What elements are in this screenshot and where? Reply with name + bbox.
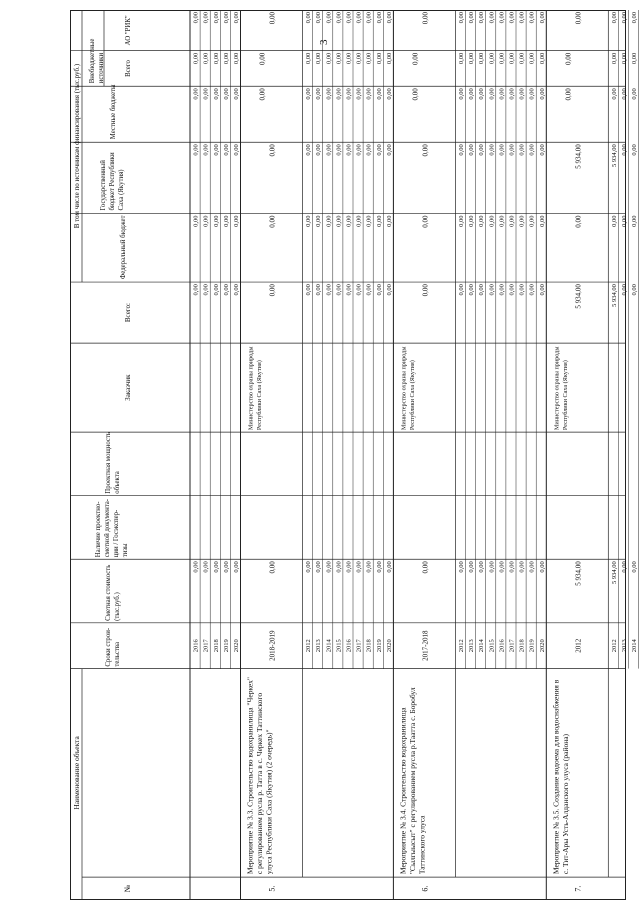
- project-7-customer: Министерство охраны природы Республики Саха (Якутия): [553, 346, 569, 431]
- project-6-row-state: 0,00: [468, 144, 476, 156]
- project-6-row-rhk: 0,00: [498, 12, 506, 24]
- top-row-state: 0,00: [233, 144, 240, 156]
- top-row-rhk: 0,00: [212, 12, 220, 24]
- project-7-row-local: 0,00: [621, 88, 628, 100]
- header-offbudget: Внебюджетные источники: [89, 38, 105, 84]
- project-7-total: 5 934,00: [574, 284, 583, 309]
- project-5-row-state: 0,00: [385, 144, 393, 156]
- project-6-row-offbudget: 0,00: [508, 52, 516, 65]
- project-6-row-total: 0,00: [518, 284, 526, 296]
- project-7-row-cost: 0,00: [621, 561, 628, 573]
- top-row-total: 0,00: [222, 284, 230, 296]
- project-7-federal: 0,00: [574, 215, 583, 228]
- project-5-row-total: 0,00: [375, 284, 383, 296]
- top-row-local: 0,00: [222, 88, 230, 100]
- project-5-cost: 0,00: [268, 561, 277, 574]
- project-7-local: 0,00: [564, 88, 573, 101]
- project-6-row-rhk: 0,00: [508, 12, 516, 24]
- project-6-total: 0,00: [421, 284, 430, 297]
- top-row-local: 0,00: [192, 88, 200, 100]
- project-5-row-local: 0,00: [325, 88, 333, 100]
- project-6-row-federal: 0,00: [498, 215, 506, 227]
- project-5-row-cost: 0,00: [305, 561, 313, 573]
- project-6-row-state: 0,00: [508, 144, 516, 156]
- project-6-row-cost: 0,00: [528, 561, 536, 573]
- header-federal: Федеральный бюджет: [120, 215, 127, 280]
- project-6-row-year: 2012: [458, 639, 465, 653]
- project-7-rhk: 0,00: [574, 12, 583, 25]
- project-5-row-rhk: 0,00: [345, 12, 353, 24]
- project-6-row-local: 0,00: [478, 88, 486, 100]
- project-5-row-federal: 0,00: [365, 215, 373, 227]
- project-6-row-rhk: 0,00: [528, 12, 536, 24]
- project-6-row-federal: 0,00: [508, 215, 516, 227]
- project-7-row-total: 5 934,00: [610, 284, 618, 307]
- project-5-row-offbudget: 0,00: [365, 52, 373, 65]
- project-7-row-total: 0,00: [631, 284, 639, 296]
- project-5-row-cost: 0,00: [365, 561, 373, 573]
- top-row-offbudget: 0,00: [192, 52, 200, 65]
- project-5-row-cost: 0,00: [345, 561, 353, 573]
- top-row-state: 0,00: [212, 144, 220, 156]
- top-row-cost: 0,00: [233, 561, 240, 573]
- project-7-row-rhk: 0,00: [621, 12, 628, 24]
- project-6-row-local: 0,00: [498, 88, 506, 100]
- project-5-customer: Министерство охраны природы Республики Саха (Якутия): [247, 346, 263, 431]
- project-7-row-local: 0,00: [631, 88, 639, 100]
- project-5-row-total: 0,00: [355, 284, 363, 296]
- project-6-row-cost: 0,00: [518, 561, 526, 573]
- project-7-row-cost: 5 934,00: [610, 561, 618, 585]
- project-5-row-rhk: 0,00: [375, 12, 383, 24]
- project-6-row-cost: 0,00: [508, 561, 516, 573]
- project-5-row-offbudget: 0,00: [335, 52, 343, 65]
- project-6-cost: 0,00: [421, 561, 430, 574]
- project-7-row-offbudget: 0,00: [631, 52, 639, 65]
- project-6-row-state: 0,00: [538, 144, 546, 156]
- top-row-total: 0,00: [233, 284, 240, 296]
- top-row-federal: 0,00: [233, 215, 240, 227]
- project-6-offbudget: 0,00: [411, 52, 420, 65]
- project-5-row-rhk: 0,00: [325, 12, 333, 24]
- project-6-row-total: 0,00: [468, 284, 476, 296]
- page-number: 3: [318, 39, 330, 45]
- header-local: Местные бюджеты: [110, 84, 117, 140]
- project-6-row-local: 0,00: [508, 88, 516, 100]
- project-7-row-rhk: 0,00: [610, 12, 618, 24]
- header-cost: Сметная стоимость (тыс.руб.): [105, 564, 121, 621]
- top-row-year: 2017: [202, 639, 210, 653]
- project-6-rhk: 0,00: [421, 12, 430, 25]
- project-5-term: 2018-2019: [268, 630, 277, 661]
- project-6-row-rhk: 0,00: [458, 12, 465, 24]
- project-5-row-state: 0,00: [325, 144, 333, 156]
- project-5-row-year: 2017: [355, 639, 363, 653]
- project-6-row-year: 2014: [478, 639, 486, 653]
- project-7-row-state: 0,00: [631, 144, 639, 156]
- top-row-total: 0,00: [202, 284, 210, 296]
- project-5-row-year: 2013: [315, 639, 323, 653]
- project-5-row-total: 0,00: [385, 284, 393, 296]
- project-6-row-local: 0,00: [468, 88, 476, 100]
- top-row-rhk: 0,00: [202, 12, 210, 24]
- project-5-row-federal: 0,00: [345, 215, 353, 227]
- project-7-row-state: 5 934,00: [610, 144, 618, 167]
- project-5-row-local: 0,00: [305, 88, 313, 100]
- project-5-row-local: 0,00: [355, 88, 363, 100]
- project-6-row-cost: 0,00: [498, 561, 506, 573]
- project-6-row-total: 0,00: [498, 284, 506, 296]
- header-term: Сроки строи- тельства: [105, 627, 121, 667]
- header-total: Всего:: [124, 303, 132, 323]
- top-row-federal: 0,00: [212, 215, 220, 227]
- top-row-rhk: 0,00: [222, 12, 230, 24]
- top-row-total: 0,00: [212, 284, 220, 296]
- project-5-row-local: 0,00: [365, 88, 373, 100]
- project-5-row-state: 0,00: [375, 144, 383, 156]
- project-6-row-local: 0,00: [518, 88, 526, 100]
- top-row-offbudget: 0,00: [233, 52, 240, 65]
- project-5-row-total: 0,00: [365, 284, 373, 296]
- header-capacity: Проектная мощность объекта: [105, 431, 121, 494]
- project-6-local: 0,00: [411, 88, 420, 101]
- project-7-cost: 5 934,00: [574, 561, 583, 586]
- header-docs: Наличие проектно- сметной документа- ции / Госэкспер- тизы: [95, 498, 129, 558]
- project-5-row-rhk: 0,00: [365, 12, 373, 24]
- project-5-row-state: 0,00: [365, 144, 373, 156]
- project-6-row-total: 0,00: [538, 284, 546, 296]
- project-6-row-offbudget: 0,00: [458, 52, 465, 65]
- top-row-local: 0,00: [202, 88, 210, 100]
- project-5-row-local: 0,00: [375, 88, 383, 100]
- project-5-row-local: 0,00: [345, 88, 353, 100]
- project-5-offbudget: 0,00: [258, 52, 267, 65]
- project-5-row-state: 0,00: [355, 144, 363, 156]
- project-5-row-offbudget: 0,00: [325, 52, 333, 65]
- top-row-rhk: 0,00: [233, 12, 240, 24]
- project-5-row-year: 2016: [345, 639, 353, 653]
- top-row-state: 0,00: [202, 144, 210, 156]
- project-6-term: 2017-2018: [421, 630, 430, 661]
- project-6-row-total: 0,00: [508, 284, 516, 296]
- project-7-row-federal: 0,00: [621, 215, 628, 227]
- project-5-row-offbudget: 0,00: [315, 52, 323, 65]
- project-5-rhk: 0,00: [268, 12, 277, 25]
- project-6-title: Мероприятие № 3.4. Строительство водохранилища"Сылгыысыт" с регулированием русла р.Таатта с. БоробулТаттинского улуса: [398, 687, 427, 875]
- project-5-row-federal: 0,00: [355, 215, 363, 227]
- project-7-row-year: 2013: [621, 639, 628, 653]
- project-5-row-year: 2015: [335, 639, 343, 653]
- project-6-row-rhk: 0,00: [468, 12, 476, 24]
- project-5-row-local: 0,00: [335, 88, 343, 100]
- project-5-row-state: 0,00: [315, 144, 323, 156]
- project-7-state: 5 934,00: [574, 144, 583, 169]
- project-5-row-cost: 0,00: [325, 561, 333, 573]
- project-7-term: 2012: [574, 638, 583, 653]
- top-row-cost: 0,00: [222, 561, 230, 573]
- header-name: Наименование объекта: [72, 736, 81, 810]
- project-5-row-cost: 0,00: [315, 561, 323, 573]
- project-5-row-offbudget: 0,00: [385, 52, 393, 65]
- project-5-row-federal: 0,00: [305, 215, 313, 227]
- project-7-row-federal: 0,00: [610, 215, 618, 227]
- project-6-row-rhk: 0,00: [488, 12, 496, 24]
- project-5-row-federal: 0,00: [335, 215, 343, 227]
- header-rhk: АО "РИК": [125, 15, 132, 46]
- project-6-row-state: 0,00: [458, 144, 465, 156]
- project-6-row-year: 2015: [488, 639, 496, 653]
- project-7-row-cost: 0,00: [631, 561, 639, 573]
- project-6-row-local: 0,00: [528, 88, 536, 100]
- project-6-row-local: 0,00: [458, 88, 465, 100]
- project-5-row-cost: 0,00: [375, 561, 383, 573]
- top-row-state: 0,00: [192, 144, 200, 156]
- top-row-local: 0,00: [212, 88, 220, 100]
- project-6-row-year: 2013: [468, 639, 476, 653]
- project-6-row-year: 2018: [518, 639, 526, 653]
- project-7-row-year: 2012: [610, 639, 618, 653]
- top-row-federal: 0,00: [202, 215, 210, 227]
- project-6-row-federal: 0,00: [468, 215, 476, 227]
- project-6-row-state: 0,00: [518, 144, 526, 156]
- header-sources: В том числе по источникам финансирования (тыс.руб.): [73, 63, 81, 229]
- project-5-row-cost: 0,00: [355, 561, 363, 573]
- project-6-row-total: 0,00: [478, 284, 486, 296]
- top-row-rhk: 0,00: [192, 12, 200, 24]
- top-row-local: 0,00: [233, 88, 240, 100]
- top-row-year: 2020: [233, 639, 240, 653]
- project-5-number: 5.: [267, 885, 277, 892]
- top-row-total: 0,00: [192, 284, 200, 296]
- header-state: Государственный бюджет Республики Саха (Якутия): [100, 152, 125, 211]
- project-5-row-offbudget: 0,00: [375, 52, 383, 65]
- top-row-offbudget: 0,00: [212, 52, 220, 65]
- project-7-row-state: 0,00: [621, 144, 628, 156]
- project-5-row-total: 0,00: [315, 284, 323, 296]
- project-5-total: 0,00: [268, 284, 277, 297]
- project-6-row-year: 2016: [498, 639, 506, 653]
- project-5-row-cost: 0,00: [385, 561, 393, 573]
- header-offbudget-total: Всего: [125, 60, 132, 77]
- top-row-cost: 0,00: [212, 561, 220, 573]
- project-6-row-offbudget: 0,00: [488, 52, 496, 65]
- project-6-row-rhk: 0,00: [478, 12, 486, 24]
- project-6-row-federal: 0,00: [478, 215, 486, 227]
- project-5-row-total: 0,00: [345, 284, 353, 296]
- project-7-row-offbudget: 0,00: [621, 52, 628, 65]
- project-5-row-rhk: 0,00: [305, 12, 313, 24]
- project-5-row-year: 2012: [305, 639, 313, 653]
- project-5-row-total: 0,00: [325, 284, 333, 296]
- project-5-title: Мероприятие № 3.3. Строительство водохранилища "Черкех"с регулированием русла р. Татта в с. Черкех Таттинскогоулуса Республики Саха (Якутия) (2 очередь)": [245, 677, 274, 875]
- project-6-row-rhk: 0,00: [538, 12, 546, 24]
- project-5-row-state: 0,00: [305, 144, 313, 156]
- project-5-federal: 0,00: [268, 215, 277, 228]
- project-6-row-federal: 0,00: [538, 215, 546, 227]
- project-5-row-federal: 0,00: [375, 215, 383, 227]
- project-7-number: 7.: [573, 885, 583, 892]
- project-6-row-state: 0,00: [528, 144, 536, 156]
- top-row-year: 2018: [212, 639, 220, 653]
- project-6-row-rhk: 0,00: [518, 12, 526, 24]
- project-7-row-year: 2014: [631, 639, 639, 653]
- project-6-number: 6.: [420, 885, 430, 892]
- top-row-federal: 0,00: [192, 215, 200, 227]
- project-6-row-total: 0,00: [528, 284, 536, 296]
- project-6-row-offbudget: 0,00: [538, 52, 546, 65]
- project-6-row-federal: 0,00: [528, 215, 536, 227]
- project-6-row-year: 2017: [508, 639, 516, 653]
- header-no: №: [123, 884, 132, 893]
- project-7-row-local: 0,00: [610, 88, 618, 100]
- project-6-row-year: 2019: [528, 639, 536, 653]
- project-5-row-cost: 0,00: [335, 561, 343, 573]
- top-row-cost: 0,00: [192, 561, 200, 573]
- project-6-federal: 0,00: [421, 215, 430, 228]
- project-6-customer: Министерство охраны природы Республики Саха (Якутия): [400, 346, 416, 431]
- project-6-row-offbudget: 0,00: [528, 52, 536, 65]
- top-row-offbudget: 0,00: [202, 52, 210, 65]
- project-6-row-total: 0,00: [458, 284, 465, 296]
- project-7-offbudget: 0,00: [564, 52, 573, 65]
- project-5-row-federal: 0,00: [325, 215, 333, 227]
- project-5-local: 0,00: [258, 88, 267, 101]
- project-6-state: 0,00: [421, 144, 430, 157]
- project-5-row-year: 2020: [385, 639, 393, 653]
- project-6-row-federal: 0,00: [458, 215, 465, 227]
- project-6-row-cost: 0,00: [488, 561, 496, 573]
- project-6-row-total: 0,00: [488, 284, 496, 296]
- project-6-row-local: 0,00: [538, 88, 546, 100]
- project-5-row-year: 2018: [365, 639, 373, 653]
- project-5-row-state: 0,00: [345, 144, 353, 156]
- project-6-row-offbudget: 0,00: [518, 52, 526, 65]
- project-6-row-federal: 0,00: [488, 215, 496, 227]
- top-row-cost: 0,00: [202, 561, 210, 573]
- project-5-row-offbudget: 0,00: [305, 52, 313, 65]
- project-6-row-cost: 0,00: [538, 561, 546, 573]
- project-7-row-offbudget: 0,00: [610, 52, 618, 65]
- project-5-state: 0,00: [268, 144, 277, 157]
- project-7-title: Мероприятие № 3.5. Создание водоема для водоснабжения вс. Тит-Ары Усть-Алданского улуса (районa): [551, 679, 570, 875]
- project-6-row-cost: 0,00: [458, 561, 465, 573]
- project-6-row-cost: 0,00: [478, 561, 486, 573]
- top-row-year: 2016: [192, 639, 200, 653]
- project-5-row-federal: 0,00: [315, 215, 323, 227]
- project-6-row-state: 0,00: [488, 144, 496, 156]
- project-6-row-state: 0,00: [478, 144, 486, 156]
- project-7-row-rhk: 0,00: [631, 12, 639, 24]
- project-5-row-rhk: 0,00: [385, 12, 393, 24]
- project-5-row-year: 2014: [325, 639, 333, 653]
- project-7-row-total: 0,00: [621, 284, 628, 296]
- project-6-row-offbudget: 0,00: [468, 52, 476, 65]
- project-5-row-rhk: 0,00: [355, 12, 363, 24]
- project-6-row-cost: 0,00: [468, 561, 476, 573]
- project-5-row-local: 0,00: [315, 88, 323, 100]
- project-6-row-state: 0,00: [498, 144, 506, 156]
- top-row-year: 2019: [222, 639, 230, 653]
- project-5-row-offbudget: 0,00: [345, 52, 353, 65]
- top-row-federal: 0,00: [222, 215, 230, 227]
- project-5-row-total: 0,00: [335, 284, 343, 296]
- header-customer: Заказчик: [124, 374, 132, 401]
- project-6-row-local: 0,00: [488, 88, 496, 100]
- project-6-row-offbudget: 0,00: [498, 52, 506, 65]
- budget-table: [70, 10, 639, 900]
- project-5-row-total: 0,00: [305, 284, 313, 296]
- project-5-row-rhk: 0,00: [335, 12, 343, 24]
- project-5-row-federal: 0,00: [385, 215, 393, 227]
- top-row-offbudget: 0,00: [222, 52, 230, 65]
- project-5-row-year: 2019: [375, 639, 383, 653]
- project-6-row-year: 2020: [538, 639, 546, 653]
- project-6-row-federal: 0,00: [518, 215, 526, 227]
- project-6-row-offbudget: 0,00: [478, 52, 486, 65]
- project-5-row-local: 0,00: [385, 88, 393, 100]
- project-7-row-federal: 0,00: [631, 215, 639, 227]
- project-5-row-rhk: 0,00: [315, 12, 323, 24]
- project-5-row-offbudget: 0,00: [355, 52, 363, 65]
- top-row-state: 0,00: [222, 144, 230, 156]
- project-5-row-state: 0,00: [335, 144, 343, 156]
